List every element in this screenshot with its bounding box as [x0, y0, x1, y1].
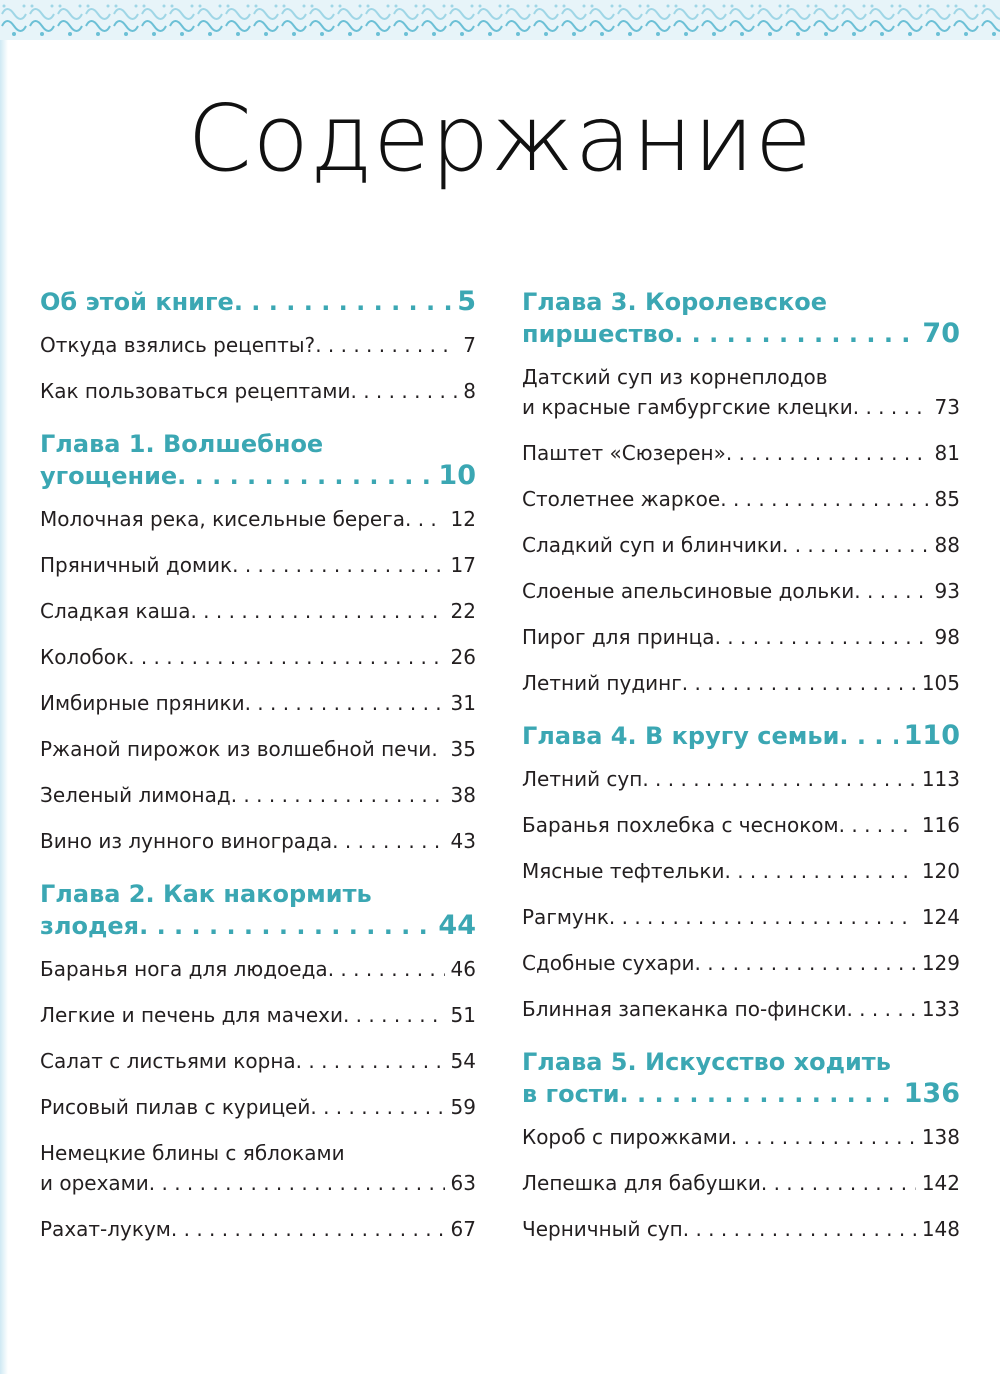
- toc-entry[interactable]: [40, 1130, 476, 1206]
- dot-leader: [620, 1078, 898, 1110]
- toc-entry-row: [40, 1168, 476, 1198]
- dot-leader: [190, 588, 444, 634]
- toc-entry-text: Как пользоваться рецептами: [40, 379, 351, 403]
- toc-entry-row: [522, 430, 960, 476]
- toc-entry[interactable]: [40, 818, 476, 864]
- chapter-heading-text: злодея: [40, 912, 140, 940]
- dot-leader: [642, 756, 915, 802]
- page-number: 38: [450, 783, 476, 807]
- page-number: 120: [921, 859, 960, 883]
- toc-entry-text: Летний пудинг: [522, 671, 682, 695]
- toc-entry-text: Сладкий суп и блинчики: [522, 533, 782, 557]
- toc-entry-text: Лепешка для бабушки: [522, 1171, 761, 1195]
- toc-right-column: [522, 282, 960, 1252]
- page-number: 35: [450, 737, 476, 761]
- toc-entry-line1: Немецкие блины с яблоками: [40, 1141, 345, 1165]
- page-number: 136: [903, 1078, 960, 1109]
- toc-entry[interactable]: [522, 802, 960, 848]
- page-number: 133: [921, 997, 960, 1021]
- left-edge-tint: [0, 40, 8, 1374]
- toc-entry-text: Сдобные сухари: [522, 951, 695, 975]
- toc-entry[interactable]: [522, 894, 960, 940]
- dot-leader: [720, 476, 928, 522]
- toc-entry-row: [522, 1114, 960, 1160]
- toc-entry-text: Салат с листьями корна: [40, 1049, 296, 1073]
- page-number: 116: [921, 813, 960, 837]
- toc-entry[interactable]: [40, 726, 476, 772]
- page-number: 22: [450, 599, 476, 623]
- toc-entry-row: [522, 986, 960, 1032]
- page-number: 46: [450, 957, 476, 981]
- dot-leader: [328, 946, 445, 992]
- toc-entry[interactable]: [522, 848, 960, 894]
- toc-entry[interactable]: [40, 992, 476, 1038]
- dot-leader: [839, 720, 897, 752]
- toc-entry[interactable]: [40, 946, 476, 992]
- chapter-heading-text: Глава 4. В кругу семьи: [522, 722, 840, 750]
- page-number: 26: [450, 645, 476, 669]
- page-number: 142: [921, 1171, 960, 1195]
- toc-entry-text: Колобок: [40, 645, 129, 669]
- toc-entry-row: [522, 802, 960, 848]
- chapter-heading-line1: Глава 5. Искусство ходить: [522, 1048, 891, 1076]
- page-number: 51: [450, 1003, 476, 1027]
- dot-leader: [332, 818, 444, 864]
- page-number: 5: [457, 286, 476, 317]
- page-number: 8: [463, 379, 476, 403]
- toc-entry[interactable]: [522, 476, 960, 522]
- toc-entry[interactable]: [522, 430, 960, 476]
- page-number: 44: [438, 910, 476, 941]
- page-number: 129: [921, 951, 960, 975]
- chapter-heading-row: [522, 318, 960, 350]
- page-number: 110: [903, 720, 960, 751]
- dot-leader: [695, 940, 916, 986]
- chapter-heading[interactable]: [40, 282, 476, 322]
- dot-leader: [853, 392, 929, 422]
- toc-entry-row: [40, 496, 476, 542]
- chapter-heading[interactable]: [522, 1042, 960, 1114]
- toc-entry-row: [522, 614, 960, 660]
- dot-leader: [315, 322, 457, 368]
- dot-leader: [149, 1168, 445, 1198]
- chapter-heading-line1: Глава 3. Королевское: [522, 288, 828, 316]
- toc-entry-text: Молочная река, кисельные берега: [40, 507, 405, 531]
- toc-entry[interactable]: [522, 1160, 960, 1206]
- toc-entry[interactable]: [40, 1038, 476, 1084]
- dot-leader: [405, 496, 445, 542]
- dot-leader: [343, 992, 445, 1038]
- dot-leader: [128, 634, 444, 680]
- toc-entry-text: Мясные тефтельки: [522, 859, 725, 883]
- chapter-heading[interactable]: [40, 874, 476, 946]
- dot-leader: [731, 1114, 916, 1160]
- toc-entry-text: Откуда взялись рецепты?: [40, 333, 316, 357]
- toc-entry-row: [522, 1160, 960, 1206]
- dot-leader: [234, 286, 451, 318]
- chapter-heading-row: [522, 720, 960, 752]
- toc-entry-text: и красные гамбургские клецки: [522, 395, 853, 419]
- chapter-heading-line1: Глава 2. Как накормить: [40, 880, 372, 908]
- dot-leader: [431, 726, 444, 772]
- chapter-heading-line1: Глава 1. Волшебное: [40, 430, 324, 458]
- toc-entry-row: [40, 1038, 476, 1084]
- chapter-heading[interactable]: [522, 282, 960, 354]
- toc-entry-row: [40, 588, 476, 634]
- toc-entry-row: [522, 522, 960, 568]
- toc-entry-text: Баранья нога для людоеда: [40, 957, 328, 981]
- page-number: 7: [463, 333, 476, 357]
- dot-leader: [674, 318, 916, 350]
- toc-entry-line1: Датский суп из корнеплодов: [522, 365, 828, 389]
- toc-entry-text: Зеленый лимонад: [40, 783, 231, 807]
- dot-leader: [761, 1160, 916, 1206]
- toc-entry-text: Черничный суп: [522, 1217, 683, 1241]
- toc-entry-row: [522, 1206, 960, 1252]
- page-number: 10: [438, 460, 476, 491]
- page-title: Содержание: [187, 85, 813, 192]
- chapter-heading-row: [40, 286, 476, 318]
- toc-entry[interactable]: [40, 1206, 476, 1252]
- toc-entry[interactable]: [40, 542, 476, 588]
- dot-leader: [351, 368, 458, 414]
- toc-entry[interactable]: [522, 660, 960, 706]
- toc-entry[interactable]: [40, 680, 476, 726]
- toc-entry-row: [40, 992, 476, 1038]
- toc-entry-row: [40, 368, 476, 414]
- toc-entry[interactable]: [522, 614, 960, 660]
- toc-entry[interactable]: [40, 772, 476, 818]
- toc-entry-row: [522, 660, 960, 706]
- toc-entry[interactable]: [522, 568, 960, 614]
- toc-entry-row: [40, 1084, 476, 1130]
- toc-entry[interactable]: [522, 986, 960, 1032]
- toc-entry-text: Баранья похлебка с чесноком: [522, 813, 839, 837]
- toc-entry-text: Столетнее жаркое: [522, 487, 721, 511]
- dot-leader: [171, 1206, 445, 1252]
- toc-entry[interactable]: [40, 496, 476, 542]
- toc-entry[interactable]: [522, 756, 960, 802]
- toc-entry[interactable]: [522, 1114, 960, 1160]
- dot-leader: [782, 522, 929, 568]
- toc-entry-text: Ржаной пирожок из волшебной печи: [40, 737, 432, 761]
- page-number: 148: [921, 1217, 960, 1241]
- toc-entry-row: [40, 322, 476, 368]
- dot-leader: [726, 430, 929, 476]
- page-number: 12: [450, 507, 476, 531]
- chapter-heading[interactable]: [40, 424, 476, 496]
- page-number: 54: [450, 1049, 476, 1073]
- chapter-heading-text: угощение: [40, 462, 178, 490]
- toc-entry-row: [40, 726, 476, 772]
- toc-entry-row: [522, 568, 960, 614]
- toc-entry-text: Рагмунк: [522, 905, 609, 929]
- page-number: 70: [922, 318, 960, 349]
- toc-entry-row: [522, 848, 960, 894]
- page-number: 93: [934, 579, 960, 603]
- chapter-heading-row: [40, 460, 476, 492]
- toc-entry-row: [40, 634, 476, 680]
- toc-entry-text: Короб с пирожками: [522, 1125, 731, 1149]
- toc-entry[interactable]: [522, 354, 960, 430]
- toc-entry-row: [522, 756, 960, 802]
- page-number: 63: [450, 1171, 476, 1195]
- dot-leader: [232, 542, 444, 588]
- page-number: 67: [450, 1217, 476, 1241]
- toc-entry-text: Пирог для принца: [522, 625, 715, 649]
- page-number: 138: [921, 1125, 960, 1149]
- page-number: 98: [934, 625, 960, 649]
- toc-entry-row: [40, 772, 476, 818]
- chapter-heading-text: Об этой книге: [40, 288, 234, 316]
- toc-entry[interactable]: [522, 940, 960, 986]
- toc-entry-text: Пряничный домик: [40, 553, 233, 577]
- toc-entry-text: Слоеные апельсиновые дольки: [522, 579, 855, 603]
- toc-entry-text: Блинная запеканка по-фински: [522, 997, 847, 1021]
- toc-entry[interactable]: [40, 634, 476, 680]
- toc-entry-text: Имбирные пряники: [40, 691, 245, 715]
- page-number: 88: [934, 533, 960, 557]
- dot-leader: [839, 802, 916, 848]
- toc-entry-row: [522, 392, 960, 422]
- dot-leader: [231, 772, 445, 818]
- chapter-heading-text: пиршество: [522, 320, 675, 348]
- page-number: 73: [934, 395, 960, 419]
- toc-entry-row: [40, 946, 476, 992]
- page-number: 124: [921, 905, 960, 929]
- page-number: 81: [934, 441, 960, 465]
- dot-leader: [296, 1038, 445, 1084]
- toc-entry-row: [40, 680, 476, 726]
- dot-leader: [683, 1206, 916, 1252]
- dot-leader: [682, 660, 916, 706]
- toc-entry-text: и орехами: [40, 1171, 149, 1195]
- dot-leader: [139, 910, 432, 942]
- toc-entry[interactable]: [522, 522, 960, 568]
- dot-leader: [724, 848, 915, 894]
- toc-entry-row: [522, 940, 960, 986]
- toc-entry-text: Рахат-лукум: [40, 1217, 171, 1241]
- toc-entry-row: [522, 894, 960, 940]
- toc-entry-text: Сладкая каша: [40, 599, 191, 623]
- toc-entry[interactable]: [40, 368, 476, 414]
- chapter-heading[interactable]: [522, 716, 960, 756]
- page-number: 17: [450, 553, 476, 577]
- chapter-heading-row: [522, 1078, 960, 1110]
- page-number: 59: [450, 1095, 476, 1119]
- toc-entry-text: Летний суп: [522, 767, 643, 791]
- dot-leader: [609, 894, 916, 940]
- dot-leader: [177, 460, 432, 492]
- toc-entry-row: [40, 1206, 476, 1252]
- page-number: 85: [934, 487, 960, 511]
- toc-left-column: [40, 282, 476, 1252]
- page-number: 105: [921, 671, 960, 695]
- dot-leader: [310, 1084, 444, 1130]
- dot-leader: [245, 680, 445, 726]
- chapter-heading-text: в гости: [522, 1080, 620, 1108]
- toc-entry-row: [40, 542, 476, 588]
- toc-entry-row: [40, 818, 476, 864]
- toc-entry-text: Вино из лунного винограда: [40, 829, 333, 853]
- chapter-heading-row: [40, 910, 476, 942]
- page-number: 31: [450, 691, 476, 715]
- page-number: 113: [921, 767, 960, 791]
- toc-entry[interactable]: [40, 1084, 476, 1130]
- toc-entry[interactable]: [522, 1206, 960, 1252]
- dot-leader: [854, 568, 928, 614]
- toc-entry[interactable]: [40, 322, 476, 368]
- toc-entry-row: [522, 476, 960, 522]
- page-number: 43: [450, 829, 476, 853]
- toc-entry-text: Легкие и печень для мачехи: [40, 1003, 343, 1027]
- dot-leader: [715, 614, 929, 660]
- toc-entry-text: Рисовый пилав с курицей: [40, 1095, 311, 1119]
- toc-entry[interactable]: [40, 588, 476, 634]
- decorative-pattern-border: [0, 0, 1000, 40]
- toc-entry-text: Паштет «Сюзерен»: [522, 441, 726, 465]
- dot-leader: [846, 986, 915, 1032]
